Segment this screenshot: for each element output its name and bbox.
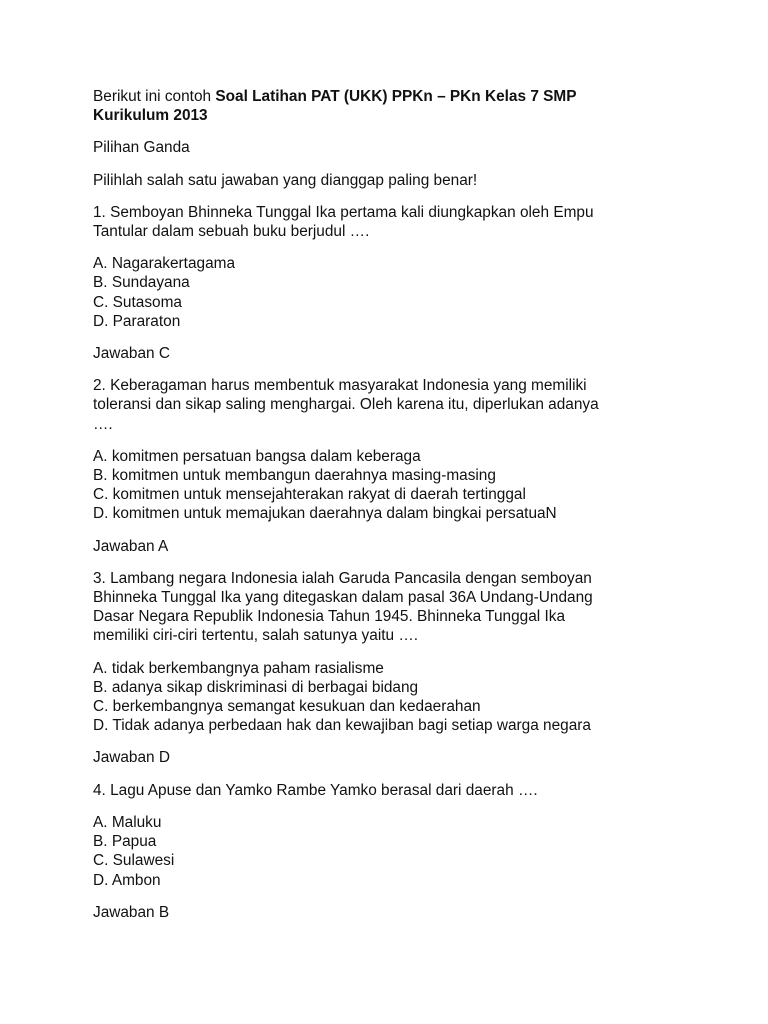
title-bold-line-1: Soal Latihan PAT (UKK) PPKn – PKn Kelas 7 SMP	[215, 88, 577, 105]
answer-key: Jawaban A	[93, 537, 169, 555]
question-4	[93, 781, 733, 922]
question-line: Dasar Negara Republik Indonesia Tahun 1945. Bhinneka Tunggal Ika	[93, 608, 566, 626]
option-d: D. Tidak adanya perbedaan hak dan kewajiban bagi setiap warga negara	[93, 717, 591, 735]
option-b: B. Sundayana	[93, 274, 190, 292]
question-1	[93, 203, 733, 363]
question-line: memiliki ciri-ciri tertentu, salah satunya yaitu ….	[93, 627, 419, 645]
option-list	[93, 447, 733, 524]
instruction-text: Pilihlah salah satu jawaban yang dianggap paling benar!	[93, 171, 478, 189]
option-c: C. Sutasoma	[93, 293, 182, 311]
option-list	[93, 813, 733, 890]
title-bold-line-2: Kurikulum 2013	[93, 107, 208, 125]
question-line: Tantular dalam sebuah buku berjudul ….	[93, 223, 370, 241]
question-text	[93, 376, 733, 434]
option-b: B. adanya sikap diskriminasi di berbagai bidang	[93, 678, 419, 696]
option-d: D. Ambon	[93, 871, 161, 889]
option-c: C. komitmen untuk mensejahterakan rakyat di daerah tertinggal	[93, 486, 526, 504]
option-b: B. komitmen untuk membangun daerahnya masing-masing	[93, 467, 496, 485]
question-text	[93, 781, 733, 800]
option-c: C. Sulawesi	[93, 852, 175, 870]
title-line-1	[93, 87, 733, 106]
question-line: 1. Semboyan Bhinneka Tunggal Ika pertama kali diungkapkan oleh Empu	[93, 203, 594, 221]
question-text	[93, 203, 733, 241]
title-intro: Berikut ini contoh	[93, 88, 216, 105]
option-d: D. Pararaton	[93, 312, 181, 330]
question-line: ….	[93, 415, 113, 433]
question-line: 4. Lagu Apuse dan Yamko Rambe Yamko berasal dari daerah ….	[93, 781, 538, 799]
option-list	[93, 254, 733, 331]
question-line: Bhinneka Tunggal Ika yang ditegaskan dalam pasal 36A Undang-Undang	[93, 589, 593, 607]
option-a: A. Nagarakertagama	[93, 255, 236, 273]
option-c: C. berkembangnya semangat kesukuan dan kedaerahan	[93, 698, 481, 716]
option-d: D. komitmen untuk memajukan daerahnya dalam bingkai persatuaN	[93, 505, 557, 523]
question-2	[93, 376, 733, 556]
answer-key: Jawaban D	[93, 749, 170, 767]
section-label: Pilihan Ganda	[93, 139, 190, 157]
answer-key: Jawaban B	[93, 903, 170, 921]
document-page	[93, 87, 733, 935]
question-text	[93, 569, 733, 646]
option-a: A. Maluku	[93, 813, 162, 831]
option-a: A. tidak berkembangnya paham rasialisme	[93, 659, 384, 677]
question-3	[93, 569, 733, 768]
question-line: 3. Lambang negara Indonesia ialah Garuda Pancasila dengan semboyan	[93, 569, 592, 587]
answer-key: Jawaban C	[93, 345, 170, 363]
question-line: toleransi dan sikap saling menghargai. Oleh karena itu, diperlukan adanya	[93, 396, 599, 414]
option-list	[93, 659, 733, 736]
option-b: B. Papua	[93, 833, 157, 851]
option-a: A. komitmen persatuan bangsa dalam keberaga	[93, 447, 421, 465]
question-line: 2. Keberagaman harus membentuk masyarakat Indonesia yang memiliki	[93, 377, 587, 395]
document-title	[93, 87, 733, 125]
